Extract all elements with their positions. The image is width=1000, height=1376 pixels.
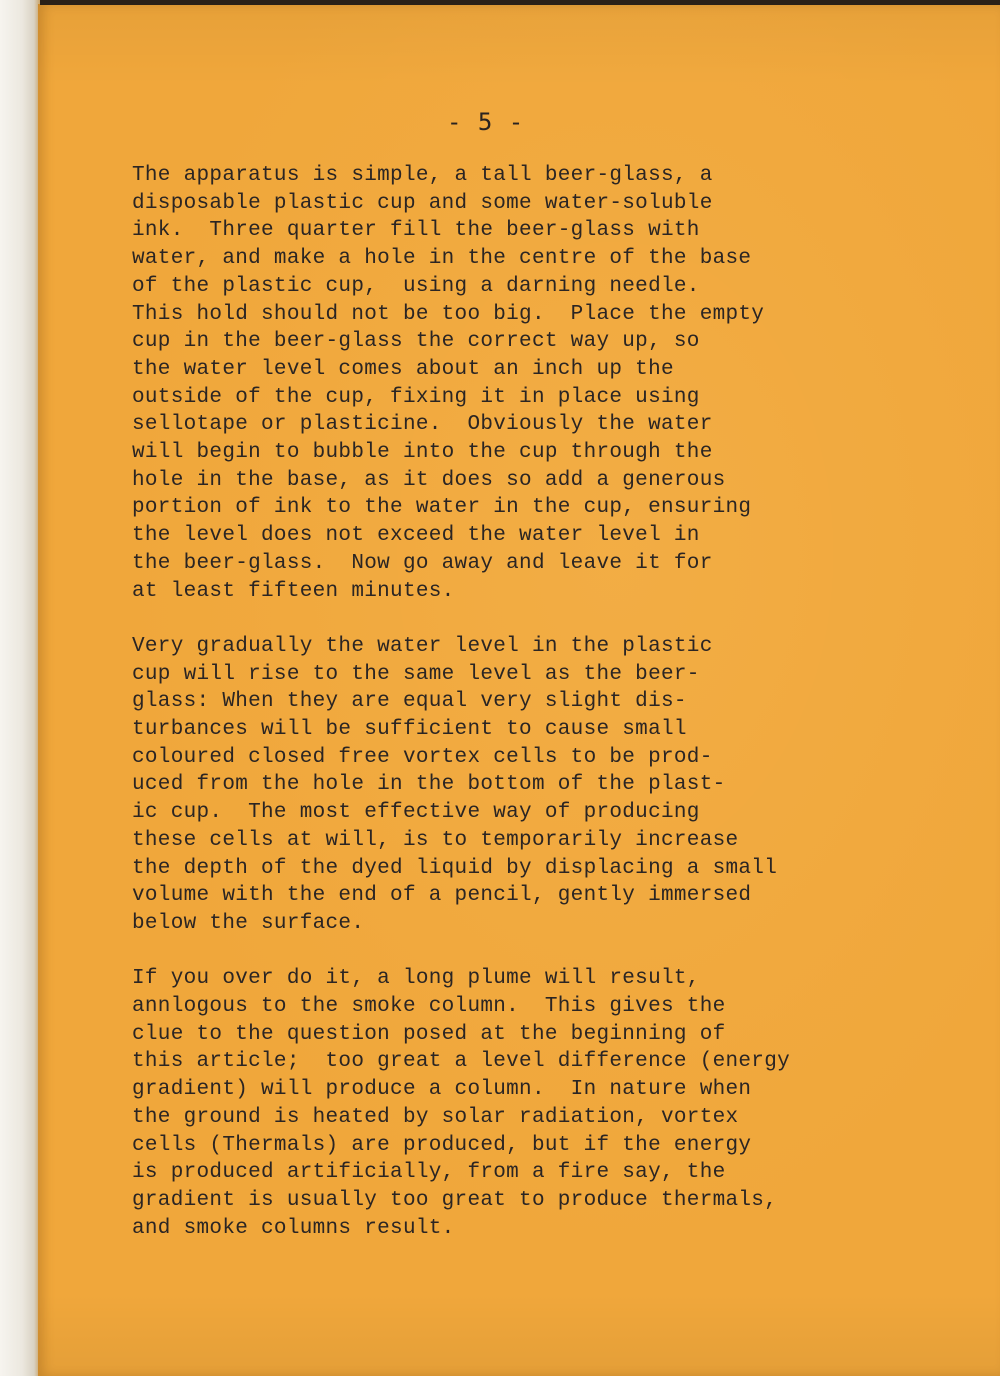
text-line: annlogous to the smoke column. This gives the bbox=[132, 995, 726, 1019]
text-line: is produced artificially, from a fire say, the bbox=[132, 1161, 726, 1185]
text-line: glass: When they are equal very slight dis- bbox=[132, 690, 687, 714]
text-line: gradient) will produce a column. In nature when bbox=[132, 1078, 752, 1102]
text-line: hole in the base, as it does so add a generous bbox=[132, 468, 726, 492]
text-line: outside of the cup, fixing it in place using bbox=[132, 385, 700, 409]
top-edge-rule bbox=[40, 0, 1000, 5]
text-line: disposable plastic cup and some water-soluble bbox=[132, 191, 713, 215]
text-line: clue to the question posed at the beginning of bbox=[132, 1022, 726, 1046]
text-line: coloured closed free vortex cells to be prod- bbox=[132, 745, 713, 769]
paragraph-2 bbox=[132, 633, 852, 938]
text-line: The apparatus is simple, a tall beer-glass, a bbox=[132, 164, 713, 187]
text-line: the depth of the dyed liquid by displacing a small bbox=[132, 856, 778, 880]
text-line: at least fifteen minutes. bbox=[132, 579, 455, 603]
text-line: water, and make a hole in the centre of the base bbox=[132, 247, 752, 271]
text-line: ink. Three quarter fill the beer-glass with bbox=[132, 219, 700, 243]
text-line: If you over do it, a long plume will result, bbox=[132, 967, 700, 991]
paragraph-3 bbox=[132, 965, 852, 1242]
text-line: uced from the hole in the bottom of the plast- bbox=[132, 773, 726, 797]
text-line: cup in the beer-glass the correct way up, so bbox=[132, 330, 700, 354]
text-line: gradient is usually too great to produce thermals, bbox=[132, 1188, 778, 1212]
text-line: the level does not exceed the water level in bbox=[132, 524, 700, 548]
text-line: this article; too great a level difference (energy bbox=[132, 1050, 791, 1074]
text-line: cells (Thermals) are produced, but if the energy bbox=[132, 1133, 752, 1157]
text-line: these cells at will, is to temporarily increase bbox=[132, 828, 739, 852]
body-text bbox=[132, 162, 852, 1270]
text-line: of the plastic cup, using a darning needle. bbox=[132, 274, 700, 298]
paragraph-1 bbox=[132, 162, 852, 605]
text-line: turbances will be sufficient to cause small bbox=[132, 718, 687, 742]
text-line: sellotape or plasticine. Obviously the water bbox=[132, 413, 713, 437]
text-line: Very gradually the water level in the plastic bbox=[132, 634, 713, 658]
text-line: portion of ink to the water in the cup, ensuring bbox=[132, 496, 752, 520]
binding-edge bbox=[0, 0, 40, 1376]
text-line: This hold should not be too big. Place the empty bbox=[132, 302, 765, 326]
text-line: the beer-glass. Now go away and leave it for bbox=[132, 551, 713, 575]
page-number: - 5 - bbox=[447, 108, 525, 136]
text-line: and smoke columns result. bbox=[132, 1216, 455, 1240]
text-line: cup will rise to the same level as the beer- bbox=[132, 662, 700, 686]
text-line: the water level comes about an inch up the bbox=[132, 357, 674, 381]
text-line: ic cup. The most effective way of producing bbox=[132, 801, 700, 825]
text-line: below the surface. bbox=[132, 911, 365, 935]
text-line: will begin to bubble into the cup through the bbox=[132, 441, 713, 465]
text-line: the ground is heated by solar radiation, vortex bbox=[132, 1105, 739, 1129]
text-line: volume with the end of a pencil, gently immersed bbox=[132, 884, 752, 908]
